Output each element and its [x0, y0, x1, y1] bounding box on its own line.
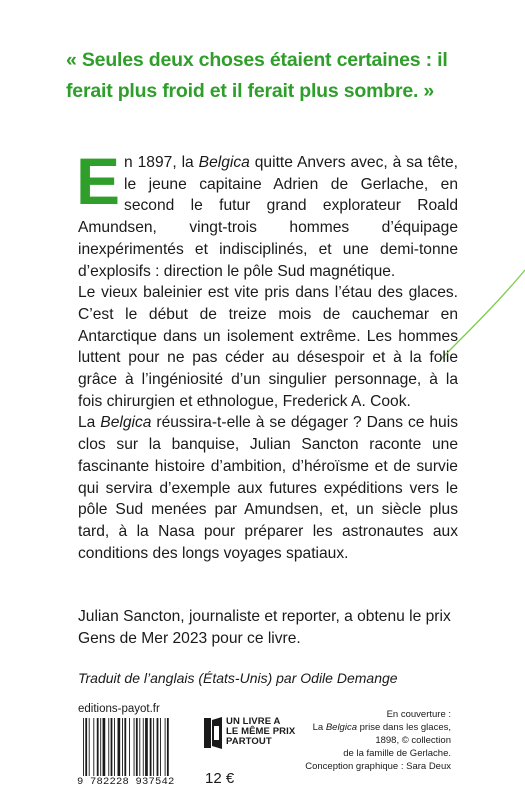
credits-line-3: 1898, © collection — [375, 735, 451, 746]
slogan-line-3: PARTOUT — [226, 736, 272, 747]
synopsis — [76, 144, 458, 564]
p3-text-a: La — [78, 414, 101, 432]
slogan-line-2: LE MÊME PRIX — [226, 726, 296, 737]
paragraph-3 — [78, 412, 458, 564]
p3-title-italic: Belgica — [100, 414, 152, 432]
credits-line-4: de la famille de Gerlache. — [343, 748, 451, 759]
cover-credits — [251, 708, 451, 773]
book-price-logo — [203, 716, 223, 750]
p1-text-a: n 1897, la — [124, 154, 199, 171]
credits-line-2-b: prise dans les glaces, — [357, 722, 451, 733]
pull-quote: « Seules deux choses étaient certaines : il ferait plus froid et il ferait plus sombre. » — [66, 49, 448, 102]
translator-credit: Traduit de l’anglais (États-Unis) par Odile Demange — [78, 670, 398, 686]
barcode-digits: 9 782228 937542 — [77, 776, 201, 788]
price: 12 € — [205, 770, 235, 787]
author-bio: Julian Sancton, journaliste et reporter, a obtenu le prix Gens de Mer 2023 pour ce livre. — [78, 608, 451, 647]
p1-title-italic: Belgica — [198, 154, 250, 171]
drop-cap: E — [76, 144, 121, 218]
credits-line-5: Conception graphique : Sara Deux — [305, 761, 451, 772]
credits-line-2-italic: Belgica — [325, 722, 357, 733]
slogan-line-1: UN LIVRE A — [226, 716, 281, 727]
publisher-website: editions-payot.fr — [78, 703, 160, 715]
credits-line-1: En couverture : — [386, 709, 451, 720]
paragraph-1 — [76, 144, 458, 282]
credits-line-2 — [251, 721, 451, 734]
credits-line-2-a: La — [312, 722, 326, 733]
paragraph-2: Le vieux baleinier est vite pris dans l’étau des glaces. C’est le début de treize mois de cauchemar en Antarctique dans un isolement extrême. Les hommes luttent pour ne pas céder au désespoir et à la folie grâce à l’ingéniosité d’un singulier personnage, à la fois chirurgien et ethnologue, Frederick A. Cook. — [78, 284, 458, 410]
p3-text-b: réussira-t-elle à se dégager ? Dans ce huis clos sur la banquise, Julian Sancton raconte une fascinante histoire d’ambition, d’héroïsme et de survie qui servira d’exemple aux futures expéditions vers le pôle Sud menées par Amundsen, et, un siècle plus tard, à la Nasa pour préparer les astronautes aux conditions des longs voyages spatiaux. — [78, 414, 458, 562]
p1-text-b: quitte Anvers avec, à sa tête, le jeune capitaine Adrien de Gerlache, en second le futur grand explorateur Roald Amundsen, vingt-trois hommes d’équipage inexpérimentés et indisciplinés, et une demi-tonne d’explosifs : direction le pôle Sud magnétique. — [78, 154, 458, 280]
